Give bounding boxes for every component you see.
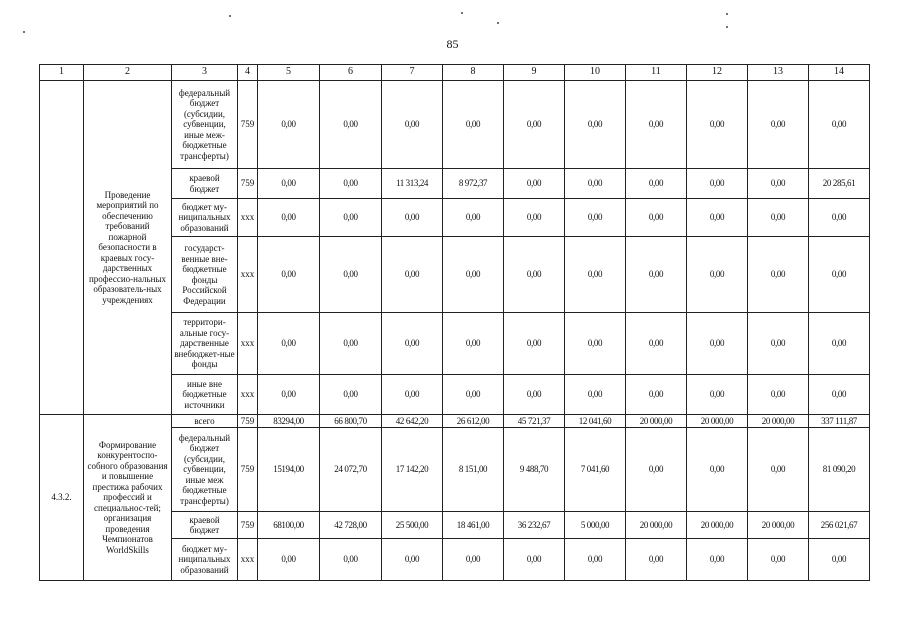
amount-cell: 0,00 (443, 237, 504, 313)
amount-cell: 0,00 (258, 375, 320, 415)
amount-cell: 0,00 (626, 81, 687, 169)
amount-cell: 0,00 (748, 313, 809, 375)
amount-cell: 0,00 (565, 169, 626, 199)
amount-cell: 20 000,00 (687, 415, 748, 428)
funding-source: государст-венные вне-бюджетные фонды Российской Федерации (172, 237, 238, 313)
amount-cell: 0,00 (504, 169, 565, 199)
amount-cell: 0,00 (687, 81, 748, 169)
amount-cell: 0,00 (687, 539, 748, 581)
budget-code: 759 (238, 512, 258, 539)
amount-cell: 15194,00 (258, 428, 320, 512)
amount-cell: 20 000,00 (626, 415, 687, 428)
amount-cell: 0,00 (687, 199, 748, 237)
budget-code: 759 (238, 81, 258, 169)
column-number: 7 (382, 65, 443, 81)
amount-cell: 0,00 (809, 81, 870, 169)
amount-cell: 26 612,00 (443, 415, 504, 428)
amount-cell: 0,00 (565, 539, 626, 581)
column-number: 13 (748, 65, 809, 81)
budget-table (39, 64, 870, 581)
amount-cell: 36 232,67 (504, 512, 565, 539)
amount-cell: 0,00 (443, 539, 504, 581)
funding-source: федеральный бюджет (субсидии, субвенции, иные меж бюджетные трансферты) (172, 428, 238, 512)
amount-cell: 7 041,60 (565, 428, 626, 512)
amount-cell: 45 721,37 (504, 415, 565, 428)
measure-name: Формирование конкурентоспо-собного образования и повышение престижа рабочих профессий и специальнос-тей; организация проведения Чемпионатов WorldSkills (84, 415, 172, 581)
column-number: 9 (504, 65, 565, 81)
amount-cell: 0,00 (504, 539, 565, 581)
column-number: 8 (443, 65, 504, 81)
amount-cell: 0,00 (320, 237, 382, 313)
amount-cell: 0,00 (504, 199, 565, 237)
amount-cell: 0,00 (687, 169, 748, 199)
amount-cell: 0,00 (565, 375, 626, 415)
amount-cell: 0,00 (382, 539, 443, 581)
amount-cell: 0,00 (320, 169, 382, 199)
column-number: 14 (809, 65, 870, 81)
funding-source: краевой бюджет (172, 169, 238, 199)
amount-cell: 0,00 (382, 375, 443, 415)
amount-cell: 0,00 (382, 237, 443, 313)
funding-source: федеральный бюджет (субсидии, субвенции, иные меж-бюджетные трансферты) (172, 81, 238, 169)
amount-cell: 0,00 (748, 539, 809, 581)
amount-cell: 0,00 (565, 237, 626, 313)
measure-index (40, 81, 84, 415)
amount-cell: 0,00 (809, 539, 870, 581)
amount-cell: 0,00 (565, 199, 626, 237)
amount-cell: 0,00 (687, 428, 748, 512)
amount-cell: 25 500,00 (382, 512, 443, 539)
budget-code: ххх (238, 539, 258, 581)
amount-cell: 0,00 (626, 539, 687, 581)
column-number: 5 (258, 65, 320, 81)
amount-cell: 0,00 (748, 237, 809, 313)
amount-cell: 0,00 (687, 375, 748, 415)
amount-cell: 0,00 (504, 375, 565, 415)
amount-cell: 0,00 (626, 313, 687, 375)
budget-code: ххх (238, 313, 258, 375)
table-row (40, 415, 870, 428)
column-number: 10 (565, 65, 626, 81)
amount-cell: 20 000,00 (626, 512, 687, 539)
funding-source: краевой бюджет (172, 512, 238, 539)
amount-cell: 0,00 (687, 237, 748, 313)
column-number: 12 (687, 65, 748, 81)
column-number: 11 (626, 65, 687, 81)
amount-cell: 337 111,87 (809, 415, 870, 428)
amount-cell: 8 972,37 (443, 169, 504, 199)
header-row (40, 65, 870, 81)
funding-source: иные вне бюджетные источники (172, 375, 238, 415)
amount-cell: 8 151,00 (443, 428, 504, 512)
amount-cell: 0,00 (809, 375, 870, 415)
column-number: 1 (40, 65, 84, 81)
budget-code: ххх (238, 237, 258, 313)
amount-cell: 0,00 (748, 81, 809, 169)
amount-cell: 0,00 (748, 199, 809, 237)
amount-cell: 20 000,00 (687, 512, 748, 539)
amount-cell: 0,00 (809, 199, 870, 237)
table-row (40, 81, 870, 169)
amount-cell: 0,00 (258, 199, 320, 237)
funding-source: бюджет му-ниципальных образований (172, 539, 238, 581)
amount-cell: 0,00 (504, 313, 565, 375)
amount-cell: 0,00 (748, 169, 809, 199)
column-number: 2 (84, 65, 172, 81)
amount-cell: 0,00 (626, 375, 687, 415)
amount-cell: 0,00 (258, 313, 320, 375)
page-number: 85 (446, 37, 459, 51)
funding-source: территори-альные госу-дарственные внебюджет-ные фонды (172, 313, 238, 375)
column-number: 4 (238, 65, 258, 81)
amount-cell: 0,00 (258, 169, 320, 199)
amount-cell: 0,00 (626, 428, 687, 512)
amount-cell: 0,00 (748, 375, 809, 415)
amount-cell: 0,00 (258, 81, 320, 169)
amount-cell: 66 800,70 (320, 415, 382, 428)
amount-cell: 0,00 (809, 237, 870, 313)
amount-cell: 0,00 (626, 237, 687, 313)
budget-code: 759 (238, 428, 258, 512)
amount-cell: 256 021,67 (809, 512, 870, 539)
amount-cell: 18 461,00 (443, 512, 504, 539)
amount-cell: 83294,00 (258, 415, 320, 428)
amount-cell: 17 142,20 (382, 428, 443, 512)
amount-cell: 0,00 (504, 81, 565, 169)
amount-cell: 68100,00 (258, 512, 320, 539)
budget-code: 759 (238, 415, 258, 428)
amount-cell: 0,00 (687, 313, 748, 375)
amount-cell: 0,00 (258, 237, 320, 313)
funding-source: всего (172, 415, 238, 428)
amount-cell: 5 000,00 (565, 512, 626, 539)
amount-cell: 0,00 (565, 81, 626, 169)
amount-cell: 0,00 (382, 199, 443, 237)
budget-code: ххх (238, 375, 258, 415)
amount-cell: 0,00 (258, 539, 320, 581)
amount-cell: 20 000,00 (748, 512, 809, 539)
amount-cell: 0,00 (320, 199, 382, 237)
amount-cell: 12 041,60 (565, 415, 626, 428)
amount-cell: 20 285,61 (809, 169, 870, 199)
amount-cell: 0,00 (320, 539, 382, 581)
amount-cell: 20 000,00 (748, 415, 809, 428)
amount-cell: 0,00 (382, 313, 443, 375)
amount-cell: 11 313,24 (382, 169, 443, 199)
amount-cell: 0,00 (443, 199, 504, 237)
column-number: 6 (320, 65, 382, 81)
budget-code: ххх (238, 199, 258, 237)
amount-cell: 0,00 (626, 199, 687, 237)
amount-cell: 0,00 (443, 375, 504, 415)
amount-cell: 0,00 (320, 313, 382, 375)
budget-code: 759 (238, 169, 258, 199)
amount-cell: 0,00 (748, 428, 809, 512)
amount-cell: 0,00 (320, 81, 382, 169)
amount-cell: 9 488,70 (504, 428, 565, 512)
measure-name: Проведение мероприятий по обеспечению требований пожарной безопасности в краевых госу-дарственных профессио-нальных образователь-ных учреждениях (84, 81, 172, 415)
funding-source: бюджет му-ниципальных образований (172, 199, 238, 237)
amount-cell: 42 728,00 (320, 512, 382, 539)
amount-cell: 42 642,20 (382, 415, 443, 428)
amount-cell: 0,00 (443, 81, 504, 169)
amount-cell: 0,00 (565, 313, 626, 375)
amount-cell: 0,00 (626, 169, 687, 199)
amount-cell: 81 090,20 (809, 428, 870, 512)
amount-cell: 0,00 (443, 313, 504, 375)
amount-cell: 24 072,70 (320, 428, 382, 512)
amount-cell: 0,00 (320, 375, 382, 415)
amount-cell: 0,00 (504, 237, 565, 313)
amount-cell: 0,00 (382, 81, 443, 169)
measure-index: 4.3.2. (40, 415, 84, 581)
amount-cell: 0,00 (809, 313, 870, 375)
column-number: 3 (172, 65, 238, 81)
